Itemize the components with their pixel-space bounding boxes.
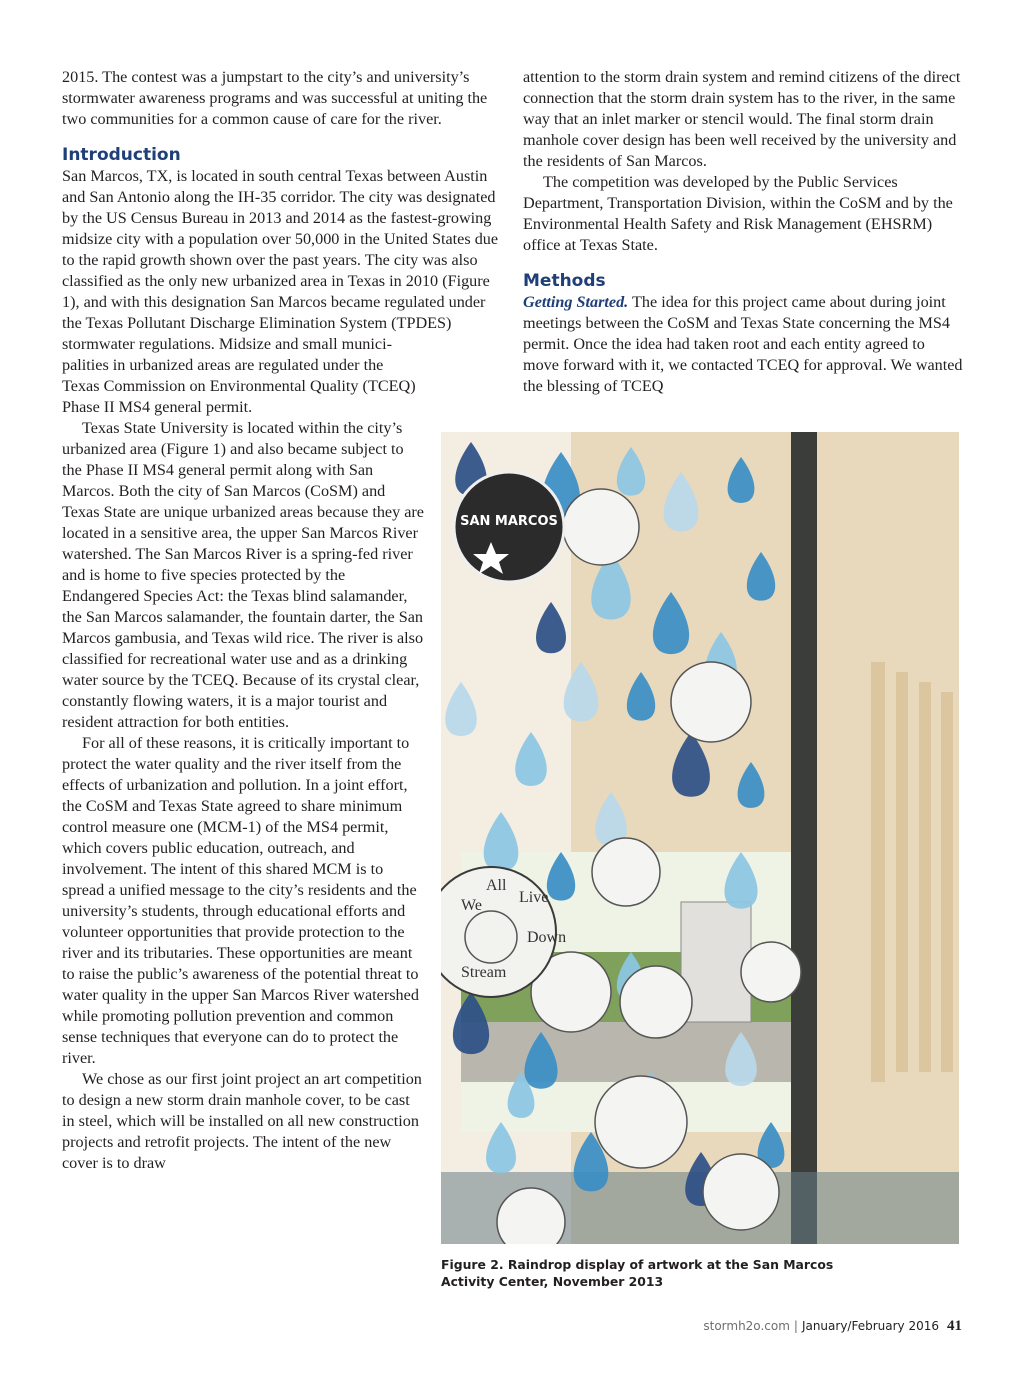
introduction-paragraph-2: Texas State University is located within the city’s urbanized area (Figure 1) and also became subject to the Phase II MS4 general permit along with San Marcos. Both the city of San Marcos (CoSM) and Texas State are unique urbanized areas because they are located in a sensitive area, the upper San Marcos River watershed. The San Marcos River is a spring-fed river and is home to five species protected by the Endangered Species Act: the Texas blind salamander, the San Marcos salamander, the fountain darter, the San Marcos gambusia, and Texas wild rice. The river is also classified for recreational water use and as a drinking water source by the TCEQ. Because of its crystal clear, constantly flowing waters, it is a major tourist and resident attraction for both entities. bbox=[62, 419, 424, 731]
all-label: All bbox=[486, 877, 507, 894]
live-label: Live bbox=[519, 889, 549, 906]
caption-line-2: Activity Center, November 2013 bbox=[441, 1274, 664, 1289]
san-marcos-circle bbox=[454, 472, 564, 582]
introduction-paragraph-4: We chose as our first joint project an art competition to design a new storm drain manhole cover, to be cast in steel, which will be installed on all new construction projects and retrofit projects. The intent of the new cover is to draw bbox=[62, 1070, 422, 1172]
introduction-paragraph-3: For all of these reasons, it is critically important to protect the water quality and the river itself from the effects of urbanization and pollution. In a joint effort, the CoSM and Texas State agreed to share minimum control measure one (MCM-1) of the MS4 permit, which covers public education, outreach, and involvement. The intent of this shared MCM is to spread a unified message to the city’s residents and the university’s students, through educational efforts and volunteer opportunities that provide protection to the river and its tributaries. These opportunities are meant to raise the public’s awareness of the potential threat to water quality in the upper San Marcos River watershed while promoting pollution prevention and common sense techniques that everyone can do to protect the river. bbox=[62, 734, 419, 1067]
page-number: 41 bbox=[947, 1318, 962, 1334]
competition-paragraph: The competition was developed by the Public Services Department, Transportation Division, within the CoSM and by the Environmental Health Safety and Risk Management (EHSRM) office at Texas State. bbox=[523, 173, 953, 254]
raindrop-display-photo bbox=[441, 432, 959, 1244]
narrow-text-block bbox=[62, 355, 424, 1174]
down-label: Down bbox=[527, 929, 567, 946]
footer-issue: January/February 2016 bbox=[801, 1319, 939, 1333]
artwork-circle bbox=[620, 966, 692, 1038]
artwork-circle bbox=[592, 838, 660, 906]
figure-caption bbox=[441, 1256, 861, 1290]
continued-paragraph: attention to the storm drain system and remind citizens of the direct connection that the storm drain system has to the river, in the same way that an inlet marker or stencil would. The final storm drain manhole cover design has been well received by the university and the residents of San Marcos. bbox=[523, 68, 961, 170]
introduction-paragraph-1: San Marcos, TX, is located in south central Texas between Austin and San Antonio along the IH-35 corridor. The city was designated by the US Census Bureau in 2013 and 2014 as the fastest-growing midsize city with a population over 50,000 in the United States due to the rapid growth shown over the past years. The city was also classified as the only new urbanized area in Texas in 2010 (Figure 1), and with this designation San Marcos became regulated under the Texas Pollutant Discharge Elimination System (TPDES) stormwater regulations. Midsize and small munici- bbox=[62, 167, 499, 353]
methods-heading: Methods bbox=[523, 271, 606, 291]
artwork-circle bbox=[595, 1076, 687, 1168]
footer-site[interactable]: stormh2o.com bbox=[703, 1319, 790, 1333]
getting-started-runin: Getting Started. bbox=[523, 293, 629, 311]
getting-started-text: The idea for this project came about during joint meetings between the CoSM and Texas State concerning the MS4 permit. Once the idea had taken root and each entity agreed to move forward with it, we contacted TCEQ for approval. We wanted the blessing of TCEQ bbox=[523, 293, 963, 395]
artwork-circle bbox=[741, 942, 801, 1002]
intro-paragraph: 2015. The contest was a jumpstart to the city’s and university’s stormwater awareness programs and was successful at uniting the two communities for a common cause of care for the river. bbox=[62, 68, 488, 128]
artwork-circle bbox=[671, 662, 751, 742]
artwork-circle bbox=[703, 1154, 779, 1230]
stream-label: Stream bbox=[461, 964, 507, 981]
dark-pillar bbox=[791, 432, 817, 1244]
introduction-paragraph-1-cont: palities in urbanized areas are regulated under the Texas Commission on Environmental Quality (TCEQ) Phase II MS4 general permit. bbox=[62, 356, 416, 416]
right-column bbox=[523, 67, 963, 397]
caption-line-1: Figure 2. Raindrop display of artwork at the San Marcos bbox=[441, 1257, 834, 1272]
artwork-circle bbox=[563, 489, 639, 565]
left-column bbox=[62, 67, 502, 1174]
introduction-heading: Introduction bbox=[62, 145, 181, 165]
san-marcos-label: SAN MARCOS bbox=[460, 514, 558, 529]
we-label: We bbox=[461, 897, 482, 914]
footer-separator: | bbox=[793, 1319, 798, 1333]
photo-illustration bbox=[441, 432, 959, 1244]
getting-started-paragraph bbox=[523, 292, 963, 397]
page-footer bbox=[703, 1318, 962, 1335]
